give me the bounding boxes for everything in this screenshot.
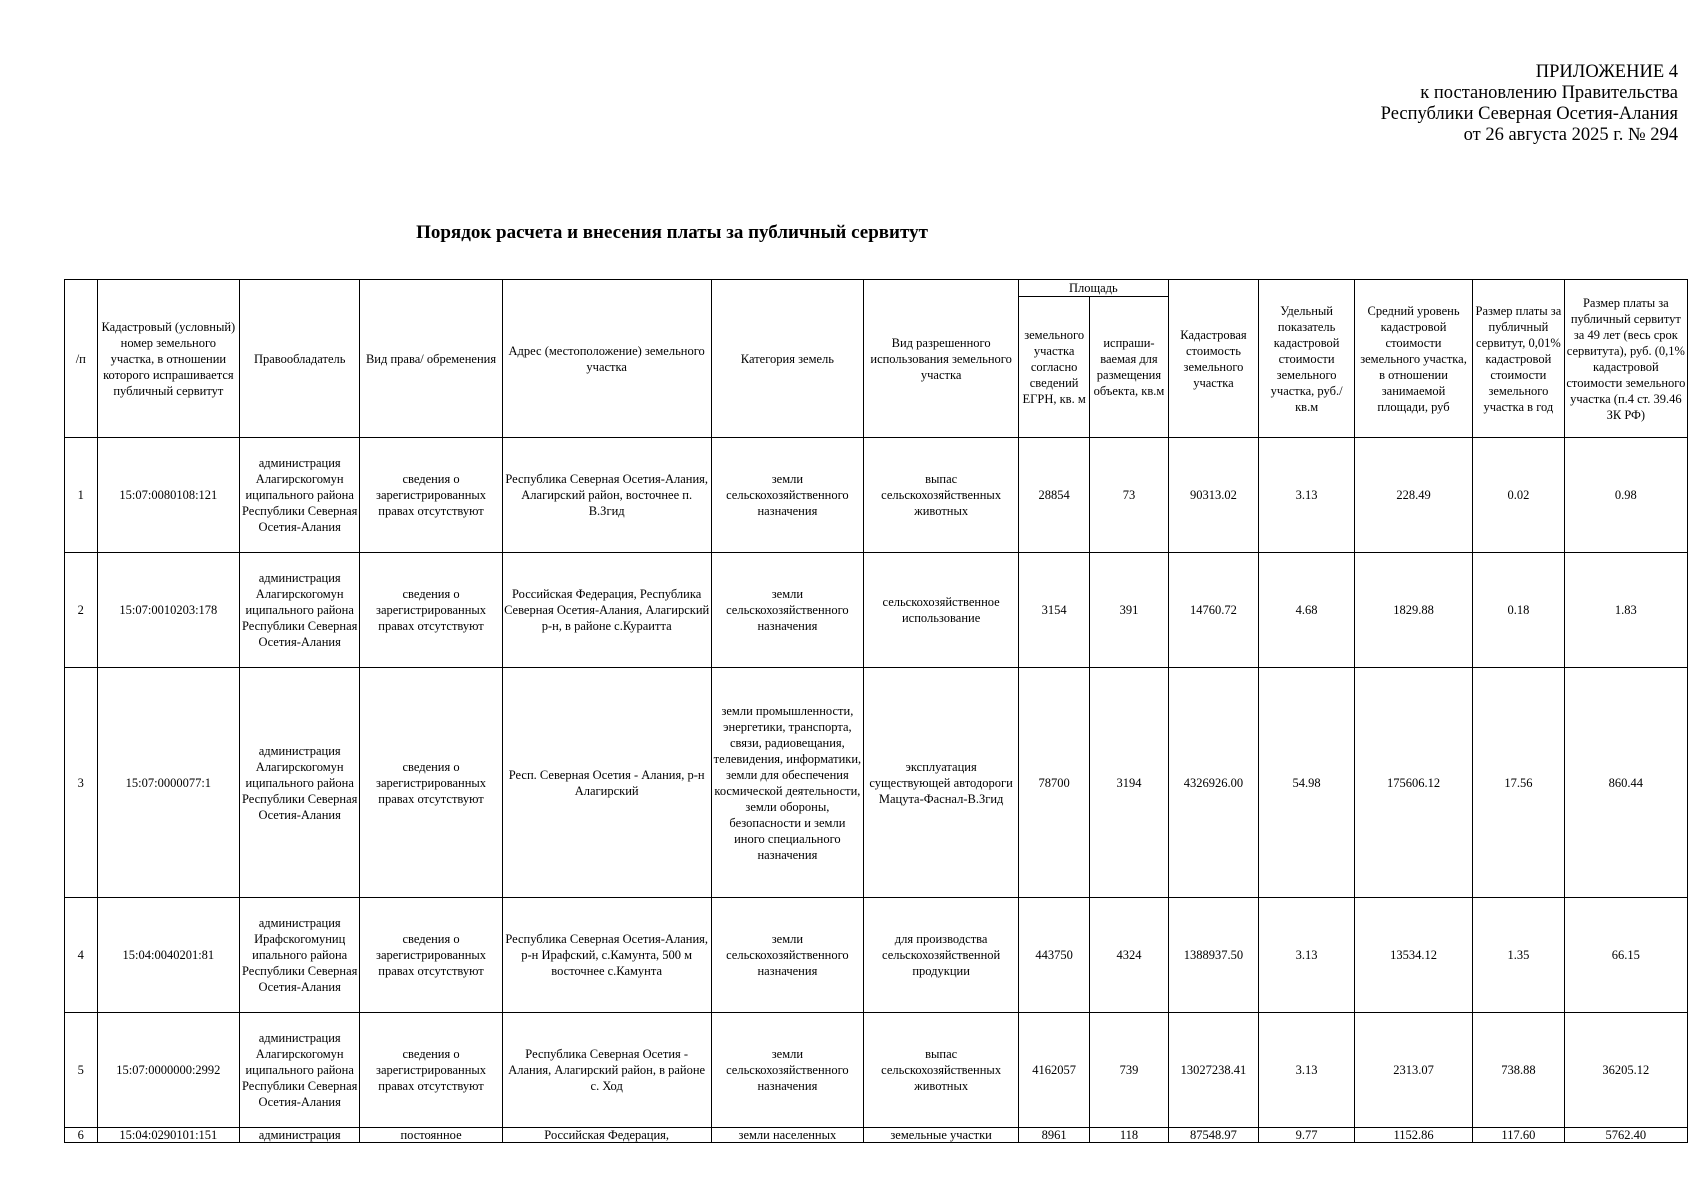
annex-government-line: Республики Северная Осетия-Алания bbox=[1380, 104, 1678, 124]
header-area-group: Площадь bbox=[1019, 280, 1169, 297]
cell-num: 5 bbox=[65, 1013, 98, 1128]
header-area-plot: земельного участка согласно сведений ЕГРН, кв. м bbox=[1019, 297, 1090, 438]
cell-owner: администрация Алагирскогомун иципального района Республики Северная Осетия-Алания bbox=[240, 1013, 360, 1128]
cell-address: Российская Федерация, bbox=[502, 1128, 711, 1143]
cell-cadastral-number: 15:07:0010203:178 bbox=[97, 553, 240, 668]
table-row bbox=[65, 1013, 1688, 1128]
cell-average-value: 1152.86 bbox=[1354, 1128, 1472, 1143]
cell-cadastral-number: 15:04:0040201:81 bbox=[97, 898, 240, 1013]
cell-permitted-use: сельскохозяйственное использование bbox=[864, 553, 1019, 668]
cell-area-plot: 78700 bbox=[1019, 668, 1090, 898]
cell-address: Республика Северная Осетия-Алания, р-н Ирафский, с.Камунта, 500 м восточнее с.Камунта bbox=[502, 898, 711, 1013]
annex-label: ПРИЛОЖЕНИЕ 4 bbox=[1535, 62, 1678, 82]
cell-area-plot: 8961 bbox=[1019, 1128, 1090, 1143]
cell-area-requested: 739 bbox=[1090, 1013, 1168, 1128]
cell-area-requested: 4324 bbox=[1090, 898, 1168, 1013]
cell-right-type: сведения о зарегистрированных правах отсутствуют bbox=[360, 438, 503, 553]
cell-fee-per-year: 117.60 bbox=[1473, 1128, 1565, 1143]
cell-fee-total: 5762.40 bbox=[1564, 1128, 1687, 1143]
header-average-value: Средний уровень кадастровой стоимости земельного участка, в отношении занимаемой площади, руб bbox=[1354, 280, 1472, 438]
table-row bbox=[65, 898, 1688, 1013]
cell-cadastral-value: 90313.02 bbox=[1168, 438, 1259, 553]
cell-area-requested: 3194 bbox=[1090, 668, 1168, 898]
cell-fee-per-year: 0.18 bbox=[1473, 553, 1565, 668]
cell-cadastral-value: 87548.97 bbox=[1168, 1128, 1259, 1143]
cell-specific-value: 3.13 bbox=[1259, 438, 1355, 553]
cell-cadastral-number: 15:07:0080108:121 bbox=[97, 438, 240, 553]
cell-area-plot: 443750 bbox=[1019, 898, 1090, 1013]
cell-address: Республика Северная Осетия-Алания, Алагирский район, восточнее п. В.Згид bbox=[502, 438, 711, 553]
header-cadastral-value: Кадастровая стоимость земельного участка bbox=[1168, 280, 1259, 438]
header-area-requested: испраши-ваемая для размещения объекта, кв.м bbox=[1090, 297, 1168, 438]
cell-num: 6 bbox=[65, 1128, 98, 1143]
cell-owner: администрация Ирафскогомуниц ипального района Республики Северная Осетия-Алания bbox=[240, 898, 360, 1013]
cell-owner: администрация Алагирскогомун иципального района Республики Северная Осетия-Алания bbox=[240, 438, 360, 553]
cell-fee-total: 66.15 bbox=[1564, 898, 1687, 1013]
cell-right-type: сведения о зарегистрированных правах отсутствуют bbox=[360, 553, 503, 668]
cell-area-plot: 3154 bbox=[1019, 553, 1090, 668]
cell-num: 2 bbox=[65, 553, 98, 668]
table-row bbox=[65, 668, 1688, 898]
cell-land-category: земли промышленности, энергетики, транспорта, связи, радиовещания, телевидения, информатики, земли для обеспечения космической деятельности, земли обороны, безопасности и земли иного специального назначения bbox=[711, 668, 864, 898]
servitude-fee-table bbox=[64, 279, 1688, 1143]
cell-cadastral-value: 4326926.00 bbox=[1168, 668, 1259, 898]
annex-resolution-line: к постановлению Правительства bbox=[1420, 83, 1678, 103]
cell-fee-per-year: 1.35 bbox=[1473, 898, 1565, 1013]
cell-specific-value: 3.13 bbox=[1259, 898, 1355, 1013]
cell-average-value: 1829.88 bbox=[1354, 553, 1472, 668]
header-num: /п bbox=[65, 280, 98, 438]
cell-permitted-use: выпас сельскохозяйственных животных bbox=[864, 438, 1019, 553]
table-row bbox=[65, 553, 1688, 668]
cell-permitted-use: эксплуатация существующей автодороги Мацута-Фаснал-В.Згид bbox=[864, 668, 1019, 898]
cell-fee-total: 1.83 bbox=[1564, 553, 1687, 668]
cell-permitted-use: выпас сельскохозяйственных животных bbox=[864, 1013, 1019, 1128]
cell-address: Республика Северная Осетия - Алания, Алагирский район, в районе с. Ход bbox=[502, 1013, 711, 1128]
cell-area-requested: 118 bbox=[1090, 1128, 1168, 1143]
cell-fee-total: 0.98 bbox=[1564, 438, 1687, 553]
cell-specific-value: 4.68 bbox=[1259, 553, 1355, 668]
cell-land-category: земли сельскохозяйственного назначения bbox=[711, 1013, 864, 1128]
header-specific-value: Удельный показатель кадастровой стоимости земельного участка, руб./кв.м bbox=[1259, 280, 1355, 438]
cell-num: 3 bbox=[65, 668, 98, 898]
cell-right-type: сведения о зарегистрированных правах отсутствуют bbox=[360, 898, 503, 1013]
cell-average-value: 175606.12 bbox=[1354, 668, 1472, 898]
header-owner: Правообладатель bbox=[240, 280, 360, 438]
cell-permitted-use: для производства сельскохозяйственной продукции bbox=[864, 898, 1019, 1013]
table-row bbox=[65, 1128, 1688, 1143]
cell-cadastral-value: 13027238.41 bbox=[1168, 1013, 1259, 1128]
cell-address: Российская Федерация, Республика Северная Осетия-Алания, Алагирский р-н, в районе с.Кураитта bbox=[502, 553, 711, 668]
cell-specific-value: 54.98 bbox=[1259, 668, 1355, 898]
cell-average-value: 2313.07 bbox=[1354, 1013, 1472, 1128]
cell-land-category: земли сельскохозяйственного назначения bbox=[711, 438, 864, 553]
header-land-category: Категория земель bbox=[711, 280, 864, 438]
annex-header bbox=[1078, 62, 1678, 146]
cell-fee-per-year: 738.88 bbox=[1473, 1013, 1565, 1128]
cell-cadastral-number: 15:07:0000000:2992 bbox=[97, 1013, 240, 1128]
cell-num: 1 bbox=[65, 438, 98, 553]
cell-num: 4 bbox=[65, 898, 98, 1013]
cell-specific-value: 9.77 bbox=[1259, 1128, 1355, 1143]
cell-right-type: постоянное bbox=[360, 1128, 503, 1143]
cell-fee-per-year: 0.02 bbox=[1473, 438, 1565, 553]
header-fee-total: Размер платы за публичный сервитут за 49 лет (весь срок сервитута), руб. (0,1% кадастровой стоимости земельного участка (п.4 ст. 39.46 ЗК РФ) bbox=[1564, 280, 1687, 438]
cell-land-category: земли сельскохозяйственного назначения bbox=[711, 553, 864, 668]
cell-cadastral-value: 1388937.50 bbox=[1168, 898, 1259, 1013]
cell-right-type: сведения о зарегистрированных правах отсутствуют bbox=[360, 1013, 503, 1128]
cell-fee-total: 860.44 bbox=[1564, 668, 1687, 898]
cell-average-value: 228.49 bbox=[1354, 438, 1472, 553]
cell-land-category: земли населенных bbox=[711, 1128, 864, 1143]
cell-area-plot: 4162057 bbox=[1019, 1013, 1090, 1128]
cell-cadastral-number: 15:04:0290101:151 bbox=[97, 1128, 240, 1143]
cell-permitted-use: земельные участки bbox=[864, 1128, 1019, 1143]
header-fee-per-year: Размер платы за публичный сервитут, 0,01% кадастровой стоимости земельного участка в год bbox=[1473, 280, 1565, 438]
document-title: Порядок расчета и внесения платы за публичный сервитут bbox=[416, 222, 928, 243]
cell-right-type: сведения о зарегистрированных правах отсутствуют bbox=[360, 668, 503, 898]
cell-owner: администрация bbox=[240, 1128, 360, 1143]
header-right-type: Вид права/ обременения bbox=[360, 280, 503, 438]
cell-specific-value: 3.13 bbox=[1259, 1013, 1355, 1128]
cell-average-value: 13534.12 bbox=[1354, 898, 1472, 1013]
annex-date-number: от 26 августа 2025 г. № 294 bbox=[1463, 125, 1678, 145]
cell-fee-per-year: 17.56 bbox=[1473, 668, 1565, 898]
cell-land-category: земли сельскохозяйственного назначения bbox=[711, 898, 864, 1013]
cell-owner: администрация Алагирскогомун иципального района Республики Северная Осетия-Алания bbox=[240, 553, 360, 668]
header-address: Адрес (местоположение) земельного участка bbox=[502, 280, 711, 438]
cell-area-plot: 28854 bbox=[1019, 438, 1090, 553]
cell-address: Респ. Северная Осетия - Алания, р-н Алагирский bbox=[502, 668, 711, 898]
cell-cadastral-value: 14760.72 bbox=[1168, 553, 1259, 668]
table-row bbox=[65, 438, 1688, 553]
cell-fee-total: 36205.12 bbox=[1564, 1013, 1687, 1128]
cell-area-requested: 391 bbox=[1090, 553, 1168, 668]
cell-owner: администрация Алагирскогомун иципального района Республики Северная Осетия-Алания bbox=[240, 668, 360, 898]
cell-cadastral-number: 15:07:0000077:1 bbox=[97, 668, 240, 898]
cell-area-requested: 73 bbox=[1090, 438, 1168, 553]
header-cadastral-number: Кадастровый (условный) номер земельного участка, в отношении которого испрашивается публичный сервитут bbox=[97, 280, 240, 438]
header-permitted-use: Вид разрешенного использования земельного участка bbox=[864, 280, 1019, 438]
